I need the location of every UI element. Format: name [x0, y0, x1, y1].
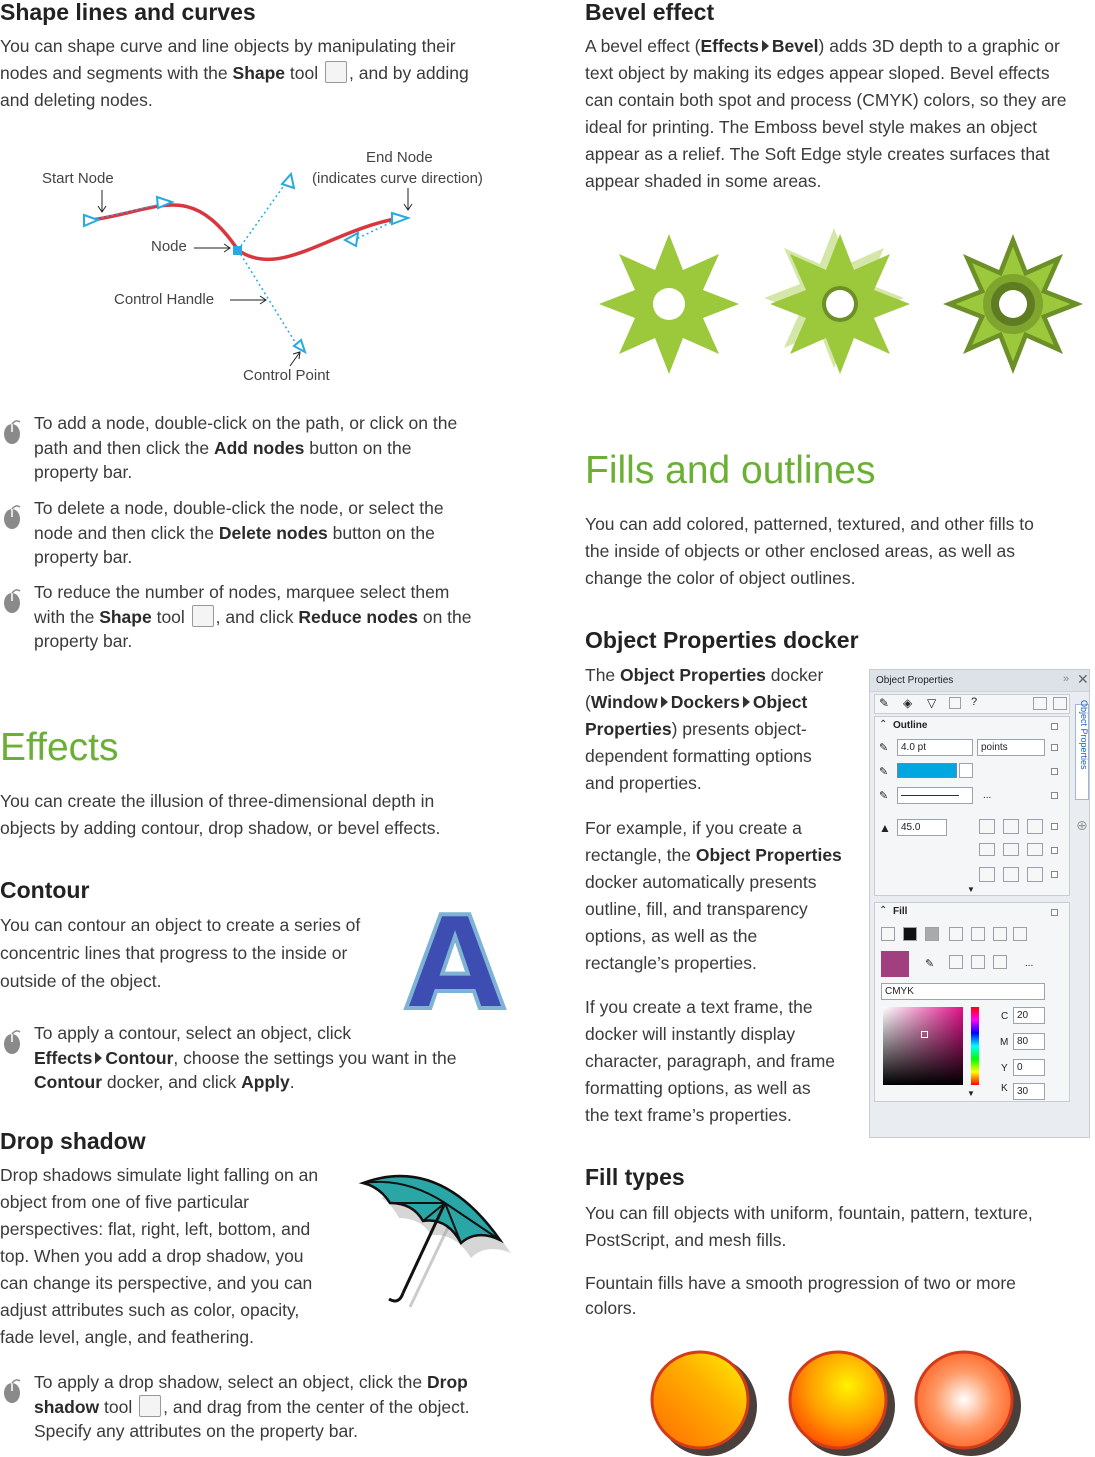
bevel-stars-image: [592, 228, 1090, 380]
fill-types-heading: Fill types: [585, 1164, 685, 1190]
shape-heading: Shape lines and curves: [0, 0, 256, 25]
effects-para-line1: You can create the illusion of three-dimensional depth in: [0, 791, 435, 811]
color-viewer-icon[interactable]: [971, 955, 985, 969]
outline-section-title: Outline: [893, 720, 928, 731]
outline-collapse-icon[interactable]: ⌃: [879, 719, 888, 730]
end-node-icon: [392, 213, 408, 224]
uniform-fill-icon[interactable]: [903, 927, 917, 941]
corner-style-2[interactable]: [1003, 819, 1019, 834]
tip-contour: [0, 1021, 510, 1095]
fill-color-swatch[interactable]: [881, 951, 909, 977]
shape-tool-icon: [325, 61, 347, 83]
line-cap-3[interactable]: [1027, 843, 1043, 856]
outline-style-icon: ✎: [879, 790, 889, 802]
fill-tab-icon[interactable]: ◈: [903, 696, 913, 710]
docker-side-tab[interactable]: Object Properties: [1075, 704, 1089, 800]
docker-titlebar: [870, 670, 1089, 692]
line-cap-1[interactable]: [979, 843, 995, 856]
yellow-field[interactable]: 0: [1013, 1059, 1045, 1076]
color-sliders-icon[interactable]: [949, 955, 963, 969]
fountain-para: Fountain fills have a smooth progression of two or more colors.: [585, 1273, 1016, 1318]
frame-tab-icon[interactable]: [949, 697, 961, 709]
contour-para-line3: outside of the object.: [0, 971, 162, 991]
docker-lock-icon[interactable]: [1053, 697, 1067, 710]
position-3[interactable]: [1027, 867, 1043, 882]
mouse-icon: [2, 588, 22, 614]
color-picker-field[interactable]: [883, 1007, 963, 1085]
pattern-fill-icon[interactable]: [949, 927, 963, 941]
start-node-icon: [84, 215, 98, 226]
position-1[interactable]: [979, 867, 995, 882]
node-label: Node: [151, 238, 187, 255]
contour-para-line1: You can contour an object to create a series of: [0, 915, 361, 935]
curve-path: [92, 205, 400, 259]
outline-width-icon: ✎: [879, 742, 889, 754]
fills-heading: Fills and outlines: [585, 449, 876, 492]
fountain-fill-icon[interactable]: [925, 927, 939, 941]
tip-reduce-nodes: [0, 580, 510, 654]
docker-add-tab-icon[interactable]: ⊕: [1076, 817, 1088, 833]
angle-field[interactable]: 45.0: [897, 819, 947, 836]
outline-style-select[interactable]: [897, 787, 973, 804]
tip-delete-node-text: To delete a node, double-click the node, or select the node and then click the Delete nodes button on the property bar.: [34, 498, 444, 567]
fill-section-title: Fill: [893, 906, 908, 917]
tip-drop-shadow: [0, 1370, 510, 1444]
color-palette-icon[interactable]: [993, 955, 1007, 969]
control-point-2: [282, 174, 294, 188]
tip-add-node: [0, 411, 510, 485]
node-icon: [233, 246, 242, 255]
node-handle-up: [238, 180, 288, 250]
yellow-label: Y: [1001, 1063, 1008, 1074]
outline-section: [874, 716, 1070, 896]
docker-para-1: The Object Properties docker (Window Dockers Object Properties) presents object- dependent formatting options and properties.: [585, 665, 824, 793]
control-point-label: Control Point: [243, 367, 330, 384]
contour-letter-a: A: [405, 890, 505, 1039]
docker-expand-icon[interactable]: »: [1063, 673, 1070, 685]
cyan-field[interactable]: 20: [1013, 1007, 1045, 1024]
hue-slider[interactable]: [971, 1007, 979, 1085]
control-point-4: [294, 340, 305, 352]
shape-para-line2: nodes and segments with the Shape tool , and by adding: [0, 63, 469, 83]
object-properties-docker[interactable]: [869, 669, 1090, 1138]
end-node-note: (indicates curve direction): [312, 170, 483, 187]
mouse-icon: [2, 504, 22, 530]
fill-more-options[interactable]: ...: [1025, 958, 1034, 969]
line-cap-2[interactable]: [1003, 843, 1019, 856]
drop-shadow-tool-icon: [139, 1395, 161, 1417]
postscript-fill-icon[interactable]: [1013, 927, 1027, 941]
docker-close-icon[interactable]: ✕: [1077, 671, 1089, 687]
docker-para-2: For example, if you create a rectangle, the Object Properties docker automatically presents outline, fill, and transparency options, as well as the rectangle’s properties.: [585, 818, 842, 973]
end-node-label: End Node: [366, 149, 433, 166]
mouse-icon: [2, 1029, 22, 1055]
angle-icon: ▲: [879, 821, 891, 835]
bitmap-fill-icon[interactable]: [971, 927, 985, 941]
outline-more-chevron-icon[interactable]: ▼: [967, 885, 975, 894]
docker-title: Object Properties: [876, 675, 954, 686]
radial-fountain-circle: [790, 1352, 886, 1448]
corner-style-1[interactable]: [979, 819, 995, 834]
shape-para-line1: You can shape curve and line objects by manipulating their: [0, 36, 456, 56]
outline-color-swatch[interactable]: [897, 763, 957, 778]
transparency-tab-icon[interactable]: ▽: [927, 696, 937, 710]
contour-para-line2: concentric lines that progress to the inside or: [0, 943, 348, 963]
star-soft-edge: [764, 228, 910, 374]
tip-add-node-text: To add a node, double-click on the path, or click on the path and then click the Add nodes button on the property bar.: [34, 413, 458, 482]
shape-para-line3: and deleting nodes.: [0, 90, 153, 110]
fill-types-para: You can fill objects with uniform, fountain, pattern, texture, PostScript, and mesh fills.: [585, 1203, 1033, 1250]
bevel-heading: Bevel effect: [585, 0, 715, 25]
color-model-select[interactable]: CMYK: [881, 983, 1045, 1000]
docker-option-icon[interactable]: [1033, 697, 1047, 710]
no-fill-icon[interactable]: [881, 927, 895, 941]
tip-drop-shadow-text: To apply a drop shadow, select an object, click the Drop shadow tool , and drag from the center of the object. Specify any attributes on the property bar.: [34, 1372, 470, 1441]
outline-style-more[interactable]: ...: [983, 790, 992, 801]
tip-reduce-nodes-text: To reduce the number of nodes, marquee select them with the Shape tool , and click Reduce nodes on the property bar.: [34, 582, 472, 651]
mouse-icon: [2, 1378, 22, 1404]
drop-shadow-heading: Drop shadow: [0, 1128, 146, 1154]
position-2[interactable]: [1003, 867, 1019, 882]
star-emboss: [943, 234, 1083, 374]
tip-contour-text: To apply a contour, select an object, click Effects Contour, choose the settings you want in the Contour docker, and click Apply.: [34, 1023, 457, 1092]
eyedropper-icon[interactable]: ✎: [925, 958, 935, 970]
effects-heading: Effects: [0, 726, 119, 769]
docker-para-3: If you create a text frame, the docker will instantly display character, paragraph, and frame formatting options, as well as the text frame’s properties.: [585, 997, 836, 1125]
tip-delete-node: [0, 496, 510, 570]
outline-tab-icon[interactable]: ✎: [879, 696, 890, 710]
texture-fill-icon[interactable]: [993, 927, 1007, 941]
umbrella-image: [355, 1165, 510, 1315]
drop-shadow-para: Drop shadows simulate light falling on an object from one of five particular perspectives: flat, right, left, bottom, and top. When you add a drop shadow, you can change its perspective, and you can adjust attributes such as color, opacity, fade level, angle, and feathering.: [0, 1165, 319, 1347]
fill-more-chevron-icon[interactable]: ▼: [967, 1089, 975, 1098]
effects-para-line2: objects by adding contour, drop shadow, or bevel effects.: [0, 818, 441, 838]
square-fountain-circle: [916, 1352, 1012, 1448]
magenta-field[interactable]: 80: [1013, 1033, 1045, 1050]
shape-tool-icon: [192, 605, 214, 627]
fills-para: You can add colored, patterned, textured, and other fills to the inside of objects or other enclosed areas, as well as change the color of object outlines.: [585, 514, 1034, 588]
outline-color-dropdown[interactable]: [959, 763, 973, 778]
black-row-clipped: K 30: [995, 1083, 1055, 1090]
docker-heading: Object Properties docker: [585, 627, 859, 653]
bevel-para: A bevel effect (Effects Bevel) adds 3D depth to a graphic or text object by making its edges appear sloped. Bevel effects can contain both spot and process (CMYK) colors, so they are ideal for printing. The Emboss bevel style makes an object appear as a relief. The Soft Edge style creates surfaces that appear shaded in some areas.: [585, 36, 1067, 191]
outline-width-field[interactable]: 4.0 pt: [897, 739, 973, 756]
star-flat: [599, 234, 739, 374]
control-handle-label: Control Handle: [114, 291, 215, 308]
contour-heading: Contour: [0, 877, 90, 903]
outline-units-select[interactable]: points: [977, 739, 1045, 756]
fill-section: [874, 902, 1070, 1102]
linear-fountain-circle: [652, 1352, 748, 1448]
mouse-icon: [2, 419, 22, 445]
summary-tab-icon[interactable]: ?: [971, 696, 978, 708]
docker-toolbar: [874, 694, 1070, 714]
corner-style-3[interactable]: [1027, 819, 1043, 834]
fountain-fills-image: [645, 1348, 1035, 1457]
magenta-label: M: [1000, 1037, 1009, 1048]
fill-collapse-icon[interactable]: ⌃: [879, 905, 888, 916]
black-field[interactable]: 30: [1013, 1083, 1045, 1100]
cyan-label: C: [1001, 1011, 1009, 1022]
start-node-label: Start Node: [42, 170, 114, 187]
outline-color-icon: ✎: [879, 766, 889, 778]
